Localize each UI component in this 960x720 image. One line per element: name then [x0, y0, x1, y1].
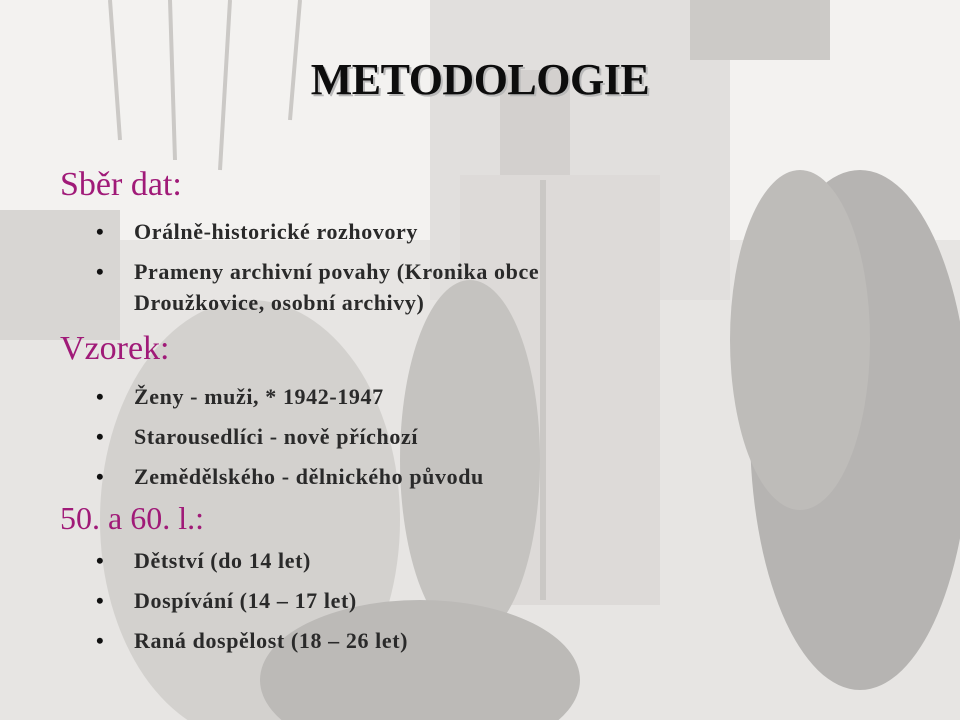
section-heading-period: 50. a 60. l.:: [60, 500, 204, 536]
bullet-icon: •: [96, 548, 105, 573]
slide-title: METODOLOGIE: [310, 55, 650, 104]
bullet-icon: •: [96, 628, 105, 653]
bullet-icon: •: [96, 424, 105, 449]
bullet-icon: •: [96, 384, 105, 409]
section-list-collection: [96, 216, 654, 327]
list-item: [96, 216, 654, 247]
section-heading-collection: Sběr dat:: [60, 166, 182, 203]
list-item: [96, 421, 484, 452]
bullet-icon: •: [96, 259, 105, 284]
bullet-icon: •: [96, 219, 105, 244]
list-item: [96, 545, 408, 576]
list-item-text: Dospívání (14 – 17 let): [134, 588, 357, 613]
list-item-text: Orálně-historické rozhovory: [134, 219, 419, 244]
section-heading-sample: Vzorek:: [60, 330, 170, 367]
list-item-text: Prameny archivní povahy (Kronika obce Droužkovice, osobní archivy): [134, 259, 540, 315]
list-item-text: Raná dospělost (18 – 26 let): [134, 628, 409, 653]
section-list-sample: [96, 381, 484, 501]
list-item: [96, 585, 408, 616]
list-item-text: Ženy - muži, * 1942-1947: [134, 384, 384, 409]
bullet-icon: •: [96, 588, 105, 613]
list-item-text: Zemědělského - dělnického původu: [134, 464, 484, 489]
list-item-text: Starousedlíci - nově příchozí: [134, 424, 419, 449]
list-item: [96, 381, 484, 412]
section-list-period: [96, 545, 408, 665]
list-item: [96, 256, 654, 318]
list-item-text: Dětství (do 14 let): [134, 548, 311, 573]
list-item: [96, 625, 408, 656]
list-item: [96, 461, 484, 492]
bullet-icon: •: [96, 464, 105, 489]
